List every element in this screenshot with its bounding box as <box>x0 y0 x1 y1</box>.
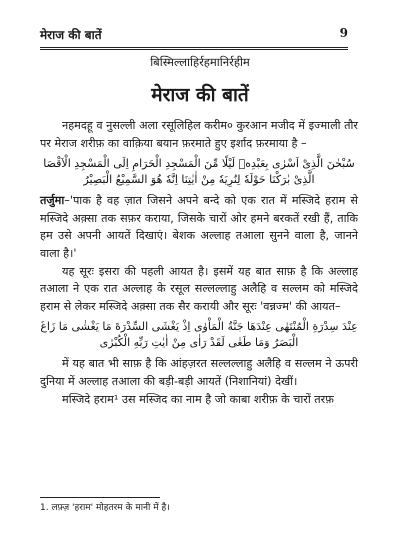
header-rule-second <box>40 49 348 50</box>
footnote: 1. लफ़्ज़ 'हराम' मोहतरम के मानी में है। <box>40 503 170 513</box>
chapter-title: मेराज की बातें <box>151 84 249 106</box>
bismillah-invocation: बिस्मिल्लाहिर्रहमानिर्रहीम <box>150 55 250 69</box>
footnote-rule <box>40 497 160 498</box>
body-text <box>40 117 358 408</box>
paragraph-masjid-haram: मस्जिदे हराम¹ उस मस्जिद का नाम है जो काबा शरीफ़ के चारों तरफ़ <box>62 392 334 406</box>
page-header <box>40 26 348 44</box>
paragraph-surah-isra: यह सूरः इसरा की पहली आयत है। इसमें यह बात साफ़ है कि अल्लाह तआला ने एक रात अल्लाह के रसूल सल्लल्लाहु अलैहि व सल्लम को मस्जिदे हराम से लेकर मस्जिदे अक़्सा तक सैर करायी और सूरः 'वन्नज्म' की आयत– <box>40 264 358 313</box>
translation-text: –'पाक है वह ज़ात जिसने अपने बन्दे को एक रात में मस्जिदे हराम से मस्जिदे अक़्सा तक सफ़र कराया, जिसके चारों ओर हमने बरकतें रखी हैं, ताकि हम उसे अपनी आयतें दिखाएं। बेशक अल्लाह तआला सुनने वाला है, जानने वाला है।' <box>40 194 358 260</box>
paragraph-intro: नहमदहू व नुसल्ली अला रसूलिहिल करीम० कुरआन मजीद में इज्माली तौर पर मेराज शरीफ़ का वाक़िया बयान फ़रमाते हुए इर्शाद फ़रमाया है – <box>40 119 358 150</box>
translation-label: तर्जुमा <box>40 194 65 208</box>
paragraph-translation <box>40 192 358 262</box>
running-title: मेराज की बातें <box>40 28 102 42</box>
arabic-verse-isra: سُبْحٰنَ الَّذِیْ اَسْرٰی بِعَبْدِهٖ لَیْلًا مِّنَ الْمَسْجِدِ الْحَرَامِ اِلَی الْمَسْجِدِ الْاَقْصَا الَّذِیْ بٰرَكْنَا حَوْلَهٗ لِنُرِیَهٗ مِنْ اٰیٰتِنَا اِنَّهٗ هُوَ السَّمِیْعُ الْبَصِیْرُ <box>43 157 355 187</box>
page-number: 9 <box>339 26 348 40</box>
header-rule <box>40 47 348 48</box>
arabic-verse-najm: عِنْدَ سِدْرَةِ الْمُنْتَهٰی عِنْدَهَا جَنَّةُ الْمَاْوٰی اِذْ یَغْشَی السِّدْرَةَ مَا یَغْشٰی مَا زَاغَ الْبَصَرُ وَمَا طَغٰی لَقَدْ رَاٰی مِنْ اٰیٰتِ رَبِّهِ الْكُبْرٰی <box>40 320 358 350</box>
paragraph-ascension: में यह बात भी साफ़ है कि आंहज़रत सल्लल्लाहु अलैहि व सल्लम ने ऊपरी दुनिया में अल्लाह तआला की बड़ी-बड़ी आयतें (निशानियां) देखीं। <box>40 357 358 388</box>
